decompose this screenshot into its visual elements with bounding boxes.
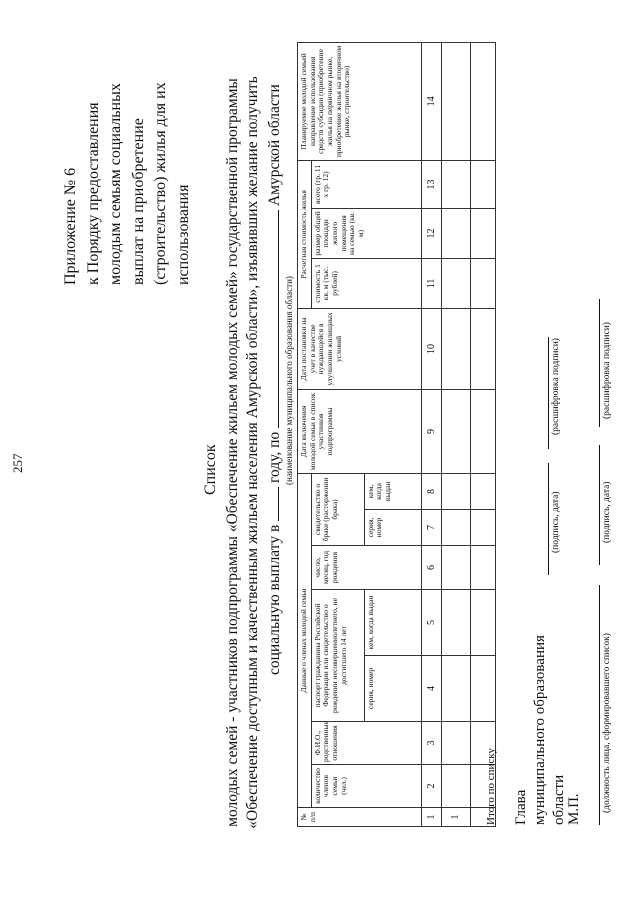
column-number: 8 (421, 473, 442, 509)
column-number: 13 (421, 160, 442, 208)
table-cell (442, 258, 471, 308)
column-number: 1 (421, 808, 442, 827)
table-cell (442, 42, 471, 160)
header-total: всего (гр. 11 х гр. 12) (311, 160, 421, 208)
sign-caption-2: (подпись, дата) (602, 481, 612, 543)
title-line-3-c: Амурской области (266, 84, 283, 207)
table-cell (442, 590, 471, 656)
column-number: 5 (421, 590, 442, 656)
families-table (297, 42, 496, 827)
table-cell (471, 258, 496, 308)
column-number: 7 (421, 510, 442, 546)
head-signature-title (512, 585, 569, 825)
signature-line-2 (599, 445, 600, 565)
table-row (471, 42, 496, 826)
header-passport: паспорт гражданина Российской Федерации или свидетельство о рождении несовершеннолетнего, не достигшего 14 лет (311, 590, 364, 722)
header-cost-per-m2: стоимость 1 кв. м (тыс. рублей) (311, 258, 421, 308)
table-cell (471, 160, 496, 208)
appendix-line: молодым семьям социальных (107, 83, 124, 285)
head-title-line-1: Глава (513, 789, 529, 825)
appendix-line: Приложение № 6 (62, 167, 79, 285)
header-planned-use: Планируемое молодой семьей направление использования средств субсидии (приобретение жилья на первичном рынке, приобретение жилья на вторичном рынке, строительство) (298, 42, 422, 160)
head-title-line-2: муниципального образования области (532, 635, 567, 825)
decode-caption: (расшифровка подписи) (551, 338, 561, 435)
header-birth-date: число, месяц, год рождения (311, 546, 421, 590)
title-line-1: молодых семей - участников подпрограммы «Обеспечение жильем молодых семей» государственной программы (224, 78, 241, 827)
table-cell (442, 160, 471, 208)
column-number: 6 (421, 546, 442, 590)
column-number: 2 (421, 765, 442, 808)
header-registration-date: Дата постановки на учет в качестве нуждающейся в улучшении жилищных условий (298, 308, 422, 389)
table-cell (471, 42, 496, 160)
table-cell (442, 308, 471, 389)
list-total-label: Итого по списку (485, 748, 497, 825)
decode-line-2 (599, 299, 600, 427)
column-numbers-row (421, 42, 442, 826)
head-decode-line (548, 337, 549, 449)
header-num: № п/п (298, 808, 422, 827)
head-signature-line (548, 463, 549, 575)
header-fio: Ф.И.О., родственные отношения (311, 722, 421, 765)
table-cell (471, 510, 496, 546)
appendix-line: выплат на приобретение (129, 118, 147, 285)
header-marriage: свидетельство о браке (расторжении брака) (311, 473, 364, 545)
table-row (442, 42, 471, 826)
header-calculated-cost: Расчетная стоимость жилья (298, 160, 312, 308)
position-line (599, 585, 600, 825)
title-line-3 (266, 84, 284, 675)
column-number: 11 (421, 258, 442, 308)
column-number: 12 (421, 208, 442, 258)
table-cell (442, 546, 471, 590)
header-inclusion-date: Дата включения молодой семьи в список участников подпрограммы (298, 389, 422, 473)
header-passport-issued: кем, когда выдан (364, 590, 421, 656)
table-cell (471, 590, 496, 656)
appendix-line: использования (174, 184, 192, 285)
appendix-block (60, 23, 195, 285)
title-line-2: «Обеспечение доступным и качественным жильем населения Амурской области», изъявивших желание получить (244, 76, 261, 829)
table-cell (471, 389, 496, 473)
column-number: 3 (421, 722, 442, 765)
table-cell (442, 389, 471, 473)
header-area: размер общей площади жилого помещения на семью (кв. м) (311, 208, 421, 258)
column-number: 10 (421, 308, 442, 389)
table-cell (442, 722, 471, 765)
column-number: 14 (421, 42, 442, 160)
decode-caption-2: (расшифровка подписи) (602, 322, 612, 419)
table-cell (471, 546, 496, 590)
header-family-data: Данные о членах молодой семьи (298, 473, 312, 807)
column-number: 9 (421, 389, 442, 473)
appendix-line: (строительство) жилья для их (152, 82, 169, 285)
page-number: 257 (10, 453, 25, 473)
year-blank (266, 487, 279, 521)
header-passport-series: серия, номер (364, 656, 421, 722)
table-cell (442, 208, 471, 258)
header-marriage-series: серия, номер (364, 510, 421, 546)
appendix-line: к Порядку предоставления (84, 102, 102, 285)
table-cell (442, 656, 471, 722)
position-caption: (должность лица, сформировавшего список) (602, 633, 612, 813)
municipality-caption: (наименование муниципального образования области) (284, 276, 294, 485)
table-cell (471, 473, 496, 509)
table-cell (471, 656, 496, 722)
title-line-3-a: социальную выплату в (266, 524, 283, 675)
table-cell (442, 765, 471, 808)
header-family-count: количество членов семьи (чел.) (311, 765, 421, 808)
stamp-place: М.П. (566, 793, 582, 825)
table-cell (471, 208, 496, 258)
list-heading: Список (202, 444, 219, 495)
column-number: 4 (421, 656, 442, 722)
sign-caption: (подпись, дата) (551, 491, 561, 553)
municipality-blank (266, 210, 279, 428)
table-cell (442, 510, 471, 546)
table-cell (442, 473, 471, 509)
table-cell (471, 308, 496, 389)
header-marriage-issued: кем, когда выдан (364, 473, 421, 509)
row-number: 1 (442, 808, 471, 827)
title-line-3-b: году, по (266, 431, 283, 483)
